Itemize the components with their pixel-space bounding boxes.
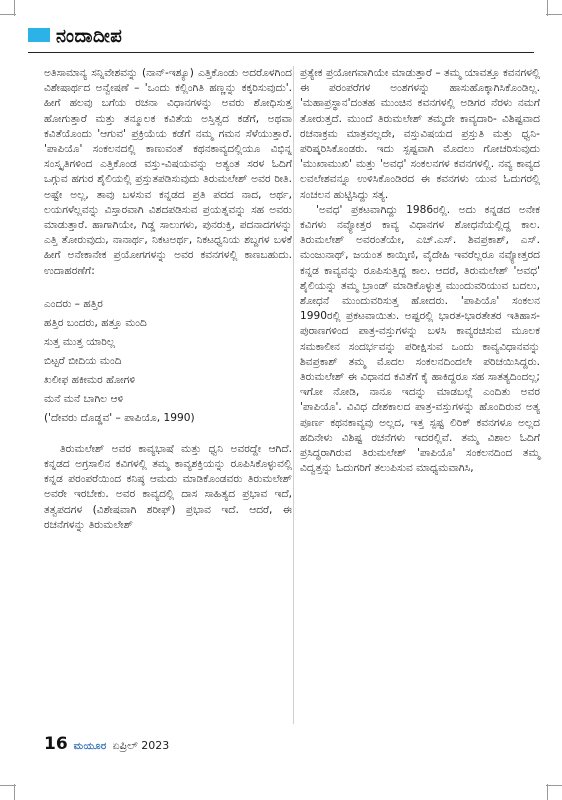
- crop-mark-top-left-v: [14, 0, 15, 16]
- poem-line: ಎಂದರು – ಹತ್ತಿರ: [44, 297, 103, 310]
- poem-citation: ('ದೇವರು ದೊಡ್ಡವ' – ಪಾಪಿಯೊ, 1990): [44, 411, 195, 424]
- header-accent-bar: [28, 28, 50, 42]
- page-footer: [44, 734, 169, 754]
- poem-line: ಖಲೀಫ ಹಕೀಮರ ಹೋಗಳಿ: [44, 373, 136, 386]
- crop-mark-top-right-v: [547, 0, 548, 16]
- right-paragraph-2: 'ಅವಧ' ಪ್ರಕಟವಾಗಿದ್ದು 1986ರಲ್ಲಿ. ಅದು ಕನ್ನಡದ ಅನೇಕ ಕವಿಗಳು ನವ್ಯೋತ್ತರ ಕಾವ್ಯ ವಿಧಾನಗಳ ಶೋಧನೆಯಲ್ಲಿದ್ದ ಕಾಲ. ತಿರುಮಲೇಶ್ ಅವರಂತೆಯೇ, ಎಚ್.ಎಸ್. ಶಿವಪ್ರಕಾಶ್, ಎಸ್. ಮಂಜುನಾಥ್, ಜಯಂತ ಕಾಯ್ಕಿಣಿ, ವೈದೇಹಿ ಇವರೆಲ್ಲರೂ ನವ್ಯೋತ್ತರದ ಕನ್ನಡ ಕಾವ್ಯವನ್ನು ರೂಪಿಸುತ್ತಿದ್ದ ಕಾಲ. ಆದರೆ, ತಿರುಮಲೇಶ್ 'ಅವಧ' ಶೈಲಿಯನ್ನು ತಮ್ಮ ಬ್ರಾಂಡ್ ಮಾಡಿಕೊಳ್ಳುತ್ತ ಮುಂದುವರಿಯುವ ಬದಲು, ಶೋಧನೆ ಮುಂದುವರಿಸುತ್ತ ಹೋದರು. 'ಪಾಪಿಯೊ' ಸಂಕಲನ 1990ರಲ್ಲಿ ಪ್ರಕಟವಾಯಿತು. ಅಷ್ಟರಲ್ಲಿ ಭಾರತ-ಭಾರತೇತರ ಇತಿಹಾಸ-ಪುರಾಣಗಳಿಂದ ಪಾತ್ರ-ವಸ್ತುಗಳನ್ನು ಬಳಸಿ ಕಾವ್ಯರಚಿಸುವ ಮೂಲಕ ಸಮಕಾಲೀನ ಸಂದರ್ಭವನ್ನು ಪರೀಕ್ಷಿಸುವ ಒಂದು ಕಾವ್ಯವಿಧಾನವನ್ನು ಶಿವಪ್ರಕಾಶ್ ತಮ್ಮ ಮೊದಲ ಸಂಕಲನದಿಂದಲೇ ಪರಿಚಯಿಸಿದ್ದರು. ತಿರುಮಲೇಶ್ ಈ ವಿಧಾನದ ಕವಿತೆಗೆ ಕೈ ಹಾಕಿದ್ದರೂ ಸಹ ಸಾತತ್ಯದಿಂದಲ್ಲ; ಇಗೋ ನೋಡಿ, ನಾನೂ ಇದನ್ನು ಮಾಡಬಲ್ಲೆ ಎಂದಿತು ಅವರ 'ಪಾಪಿಯೊ'. ವಿವಿಧ ದೇಶಕಾಲದ ಪಾತ್ರ-ವಸ್ತುಗಳನ್ನು ಹೊಂದಿರುವ ಅತ್ಯ ಪೂರ್ಣ ಕಥನಕಾವ್ಯವು ಅಲ್ಲದ, ಇತ್ತ ಸ್ಪಷ್ಟ ಲಿರಿಕ್ ಕವನಗಳೂ ಅಲ್ಲದ ಹದಿನೇಳು ವಿಶಿಷ್ಟ ರಚನೆಗಳು ಇದರಲ್ಲಿವೆ. ತಮ್ಮ ವಿಶಾಲ ಓದಿಗೆ ಪ್ರಸಿದ್ಧರಾಗಿರುವ ತಿರುಮಲೇಶ್ 'ಪಾಪಿಯೊ' ಸಂಕಲನದಿಂದ ತಮ್ಮ ವಿದ್ವತ್ತನ್ನು ಓದುಗರಿಗೆ ತಲುಪಿಸುವ ಮಾಧ್ಯಮವಾಗಿಸಿ,: [300, 203, 540, 475]
- issue-date: ಏಪ್ರಿಲ್ 2023: [112, 739, 170, 752]
- left-column: [44, 66, 292, 533]
- crop-mark-bottom-right-v: [547, 784, 548, 800]
- magazine-logo: ಮಯೂರ: [73, 741, 107, 752]
- column-divider: [293, 66, 294, 724]
- crop-mark-bottom-left-v: [14, 784, 15, 800]
- poem-line: ಹತ್ತಿರ ಬಂದರು, ಹತ್ತೂ ಮಂದಿ: [44, 316, 147, 329]
- left-paragraph-1: ಅತಿಸಾಮಾನ್ಯ ಸನ್ನಿವೇಶವನ್ನು (ನಾನ್-ಇಶ್ಯೂ) ಎತ್ತಿಕೊಂಡು ಅದರೊಳಗಿಂದ ವಿಶೇಷಾರ್ಥದ ಅನ್ವೇಷಣೆ – 'ಒಂದು ಕಲ್ಲಿಂಗಿತಿ ಹಣ್ಣನ್ನು ಕಕ್ಕರಿಸುವುದು'. ಹೀಗೆ ಹಲವು ಬಗೆಯ ರಚನಾ ವಿಧಾನಗಳನ್ನು ಅವರು ಶೋಧಿಸುತ್ತ ಹೋಗುತ್ತಾರೆ ಮತ್ತು ತನ್ಮೂಲಕ ಕವಿತೆಯ ಅಸ್ತಿತ್ವದ ಕಡೆಗೆ, ಅಥವಾ ಕವಿತೆಯೊಂದು 'ಆಗುವ' ಪ್ರಕ್ರಿಯೆಯ ಕಡೆಗೆ ನಮ್ಮ ಗಮನ ಸೆಳೆಯುತ್ತಾರೆ. 'ಪಾಪಿಯೊ' ಸಂಕಲನದಲ್ಲಿ ಕಾಣುವಂತೆ ಕಥನಕಾವ್ಯದಲ್ಲಿಯೂ ವಿಭಿನ್ನ ಸಂಸ್ಕೃತಿಗಳಿಂದ ಎತ್ತಿಕೊಂಡ ವಸ್ತು-ವಿಷಯವನ್ನು ಅತ್ಯಂತ ಸರಳ ಓದಿಗೆ ಒಗ್ಗುವ ಹಗುರ ಶೈಲಿಯಲ್ಲಿ ಪ್ರಸ್ತುತಪಡಿಸುವುದು ತಿರುಮಲೇಶ್ ಅವರ ರೀತಿ. ಅಷ್ಟೇ ಅಲ್ಲ, ತಾವು ಬಳಸುವ ಕನ್ನಡದ ಪ್ರತಿ ಪದದ ನಾದ, ಅರ್ಥ, ಲಯಗಳೆಲ್ಲವನ್ನು ವಿಸ್ತಾರವಾಗಿ ವಿಶದಪಡಿಸುವ ಪ್ರಯತ್ನವನ್ನು ಸಹ ಅವರು ಮಾಡುತ್ತಾರೆ. ಹಾಗಾಗಿಯೇ, ಗಿಡ್ಡ ಸಾಲುಗಳು, ಪುನರುಕ್ತಿ, ಪದನಾದಗಳನ್ನು ಎತ್ತಿ ತೋರುವುದು, ನಾನಾರ್ಥ, ನಿಕಟಅರ್ಥ, ನಿಕಟಧ್ವನಿಯ ಶಬ್ದಗಳ ಬಳಕೆ ಹೀಗೆ ಅನೇಕಾನೇಕ ಪ್ರಯೋಗಗಳನ್ನು ಅವರ ಕವನಗಳಲ್ಲಿ ಕಾಣಬಹುದು. ಉದಾಹರಣೆಗೆ:: [44, 67, 292, 277]
- poem-excerpt: [44, 295, 292, 428]
- section-title: ನಂದಾದೀಪ: [56, 26, 123, 47]
- crop-mark-top-right-h: [546, 14, 562, 15]
- poem-line: ಸುತ್ತ ಮುತ್ತ ಯಾರಿಲ್ಲ: [44, 335, 116, 348]
- right-column: [300, 66, 540, 476]
- right-paragraph-1: ಪ್ರತ್ಯೇಕ ಪ್ರಯೋಗವಾಗಿಯೇ ಮಾಡುತ್ತಾರೆ – ತಮ್ಮ ಯಾವತ್ತೂ ಕವನಗಳಲ್ಲಿ ಈ ಪರಂಪರೆಗಳ ಅಂಶಗಳನ್ನು ಹಾಸುಹೊಕ್ಕಾಗಿಸಿಕೊಂಡಿಲ್ಲ. 'ಮಹಾಪ್ರಸ್ಥಾನ'ದಂತಹ ಮುಂಚಿನ ಕವನಗಳಲ್ಲಿ ಅಡಿಗರ ನೆರಳು ನಮಗೆ ತೋರುತ್ತದೆ. ಮುಂದೆ ತಿರುಮಲೇಶ್ ತಮ್ಮದೇ ಕಾವ್ಯದಾರಿ- ವಿಶಿಷ್ಟವಾದ ರಚನಾಕ್ರಮ ಮಾತ್ರವಲ್ಲದೇ, ವಸ್ತುವಿಷಯದ ಪ್ರಸ್ತುತಿ ಮತ್ತು ಧ್ವನಿ- ಪರಿಷ್ಕರಿಸಿಕೊಂಡರು. ಇದು ಸ್ಪಷ್ಟವಾಗಿ ಮೊದಲು ಗೋಚರಿಸುವುದು 'ಮುಖಾಮುಖಿ' ಮತ್ತು 'ಅವಧ' ಸಂಕಲನಗಳ ಕವನಗಳಲ್ಲಿ. ನವ್ಯ ಕಾವ್ಯದ ಲವಲೇಶವನ್ನೂ ಉಳಿಸಿಕೊಂಡಿರದ ಈ ಕವನಗಳು ಯುವ ಓದುಗರಲ್ಲಿ ಸಂಚಲನ ಹುಟ್ಟಿಸಿದ್ದು ಸತ್ಯ.: [300, 67, 540, 201]
- left-paragraph-2: ತಿರುಮಲೇಶ್ ಅವರ ಕಾವ್ಯಭಾಷೆ ಮತ್ತು ಧ್ವನಿ ಅವರದ್ದೇ ಆಗಿದೆ. ಕನ್ನಡದ ಅಗ್ರಸಾಲಿನ ಕವಿಗಳಲ್ಲಿ ತಮ್ಮ ಕಾವ್ಯಶಕ್ತಿಯನ್ನು ರೂಪಿಸಿಕೊಳ್ಳುವಲ್ಲಿ ಕನ್ನಡ ಪರಂಪರೆಯಿಂದ ಕನಿಷ್ಠ ಆಮದು ಮಾಡಿಕೊಂಡವರು ತಿರುಮಲೇಶ್ ಅವರೇ ಇರಬೇಕು. ಅವರ ಕಾವ್ಯದಲ್ಲಿ ದಾಸ ಸಾಹಿತ್ಯದ ಪ್ರಭಾವ ಇದೆ, ತತ್ವಪದಗಳ (ವಿಶೇಷವಾಗಿ ಶರೀಫ್) ಪ್ರಭಾವ ಇದೆ. ಆದರೆ, ಈ ರಚನೆಗಳನ್ನು ತಿರುಮಲೇಶ್: [44, 442, 292, 531]
- poem-line: ಬಿಟ್ಟರೆ ಬೀದಿಯ ಮಂದಿ: [44, 354, 122, 367]
- header-rule: [28, 52, 534, 53]
- crop-mark-bottom-right-h: [546, 785, 562, 786]
- poem-line: ಮನೆ ಮನೆ ಬಾಗಿಲ ಆಳಿ: [44, 392, 124, 405]
- page-number: 16: [44, 734, 68, 754]
